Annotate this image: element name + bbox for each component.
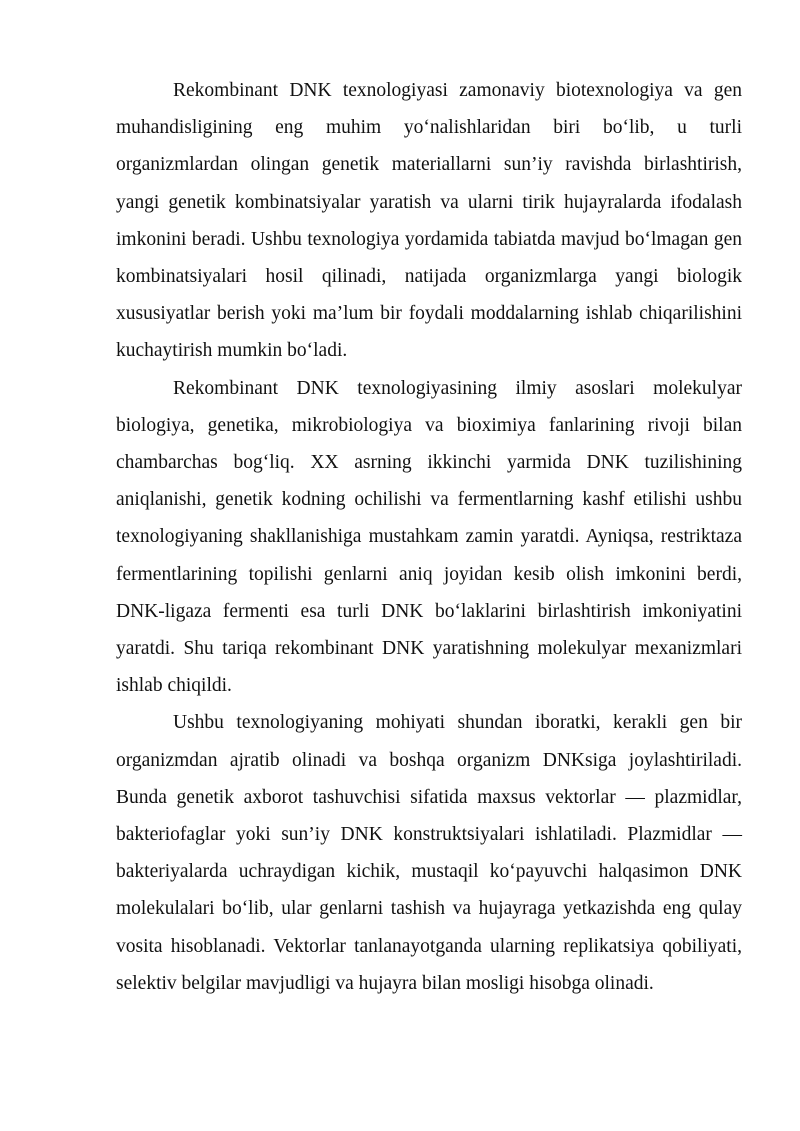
paragraph-2: Rekombinant DNK texnologiyasining ilmiy asoslari molekulyar biologiya, genetika, mikrobiologiya va bioximiya fanlarining rivoji bilan chambarchas bog‘liq. XX asrning ikkinchi yarmida DNK tuzilishining aniqlanishi, genetik kodning ochilishi va fermentlarning kashf etilishi ushbu texnologiyaning shakllanishiga mustahkam zamin yaratdi. Ayniqsa, restriktaza fermentlarining topilishi genlarni aniq joyidan kesib olish imkonini berdi, DNK-ligaza fermenti esa turli DNK bo‘laklarini birlashtirish imkoniyatini yaratdi. Shu tariqa rekombinant DNK yaratishning molekulyar mexanizmlari ishlab chiqildi. bbox=[116, 377, 742, 697]
paragraph-3: Ushbu texnologiyaning mohiyati shundan iboratki, kerakli gen bir organizmdan ajratib olinadi va boshqa organizm DNKsiga joylashtiriladi. Bunda genetik axborot tashuvchisi sifatida maxsus vektorlar — plazmidlar, bakteriofaglar yoki sun’iy DNK konstruktsiyalari ishlatiladi. Plazmidlar — bakteriyalarda uchraydigan kichik, mustaqil ko‘payuvchi halqasimon DNK molekulalari bo‘lib, ular genlarni tashish va hujayraga yetkazishda eng qulay vosita hisoblanadi. Vektorlar tanlanayotganda ularning replikatsiya qobiliyati, selektiv belgilar mavjudligi va hujayra bilan mosligi hisobga olinadi. bbox=[116, 712, 742, 994]
document-body bbox=[116, 72, 742, 1002]
paragraph-1: Rekombinant DNK texnologiyasi zamonaviy biotexnologiya va gen muhandisligining eng muhim yo‘nalishlaridan biri bo‘lib, u turli organizmlardan olingan genetik materiallarni sun’iy ravishda birlashtirish, yangi genetik kombinatsiyalar yaratish va ularni tirik hujayralarda ifodalash imkonini beradi. Ushbu texnologiya yordamida tabiatda mavjud bo‘lmagan gen kombinatsiyalari hosil qilinadi, natijada organizmlarga yangi biologik xususiyatlar berish yoki ma’lum bir foydali moddalarning ishlab chiqarilishini kuchaytirish mumkin bo‘ladi. bbox=[116, 80, 742, 362]
